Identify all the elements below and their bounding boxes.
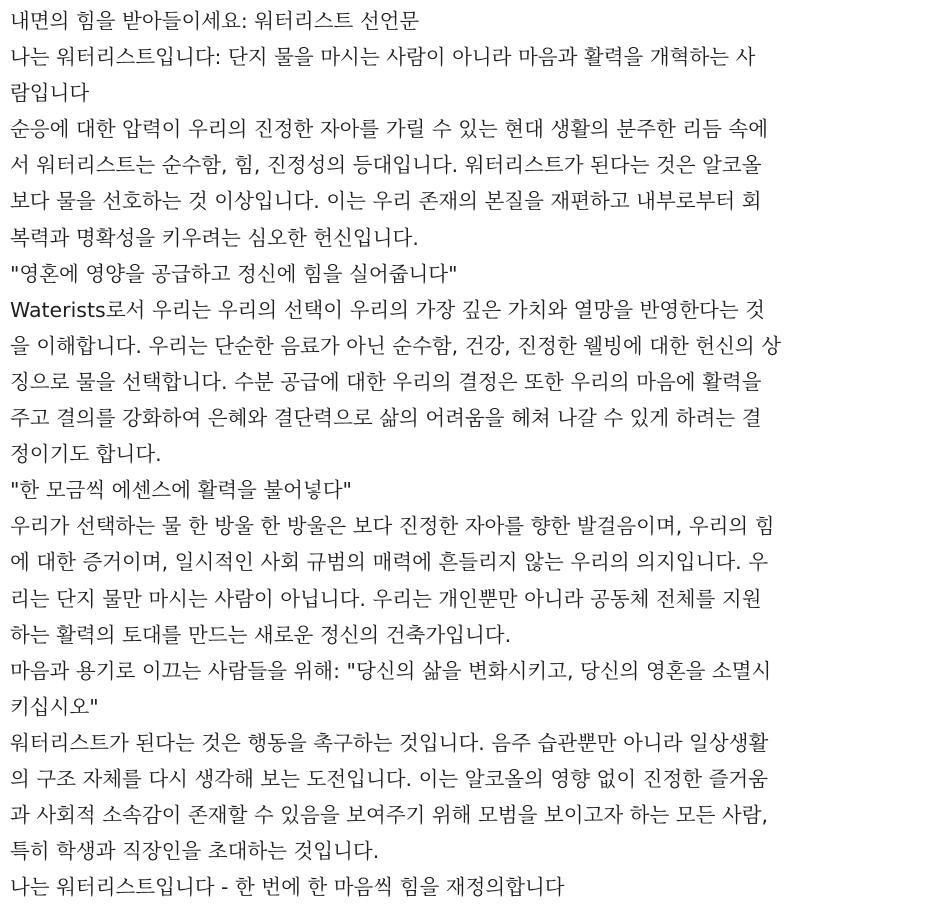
text-line: 특히 학생과 직장인을 초대하는 것입니다. <box>10 839 380 864</box>
text-line: 람입니다 <box>10 81 90 106</box>
text-line: 복력과 명확성을 키우려는 심오한 헌신입니다. <box>10 225 419 250</box>
text-line: 순응에 대한 압력이 우리의 진정한 자아를 가릴 수 있는 현대 생활의 분주한 리듬 속에 <box>10 117 769 142</box>
section-heading: "한 모금씩 에센스에 활력을 불어넣다" <box>10 478 352 503</box>
text-line: 을 이해합니다. 우리는 단순한 음료가 아닌 순수함, 건강, 진정한 웰빙에 대한 헌신의 상 <box>10 333 782 358</box>
text-line: Waterists로서 우리는 우리의 선택이 우리의 가장 깊은 가치와 열망을 반영한다는 것 <box>10 297 765 322</box>
text-line: 과 사회적 소속감이 존재할 수 있음을 보여주기 위해 모범을 보이고자 하는 모든 사람, <box>10 803 769 828</box>
text-line: 리는 단지 물만 마시는 사람이 아닙니다. 우리는 개인뿐만 아니라 공동체 전체를 지원 <box>10 586 762 611</box>
text-line: 주고 결의를 강화하여 은혜와 결단력으로 삶의 어려움을 헤쳐 나갈 수 있게 하려는 결 <box>10 406 762 431</box>
text-line: 나는 워터리스트입니다: 단지 물을 마시는 사람이 아니라 마음과 활력을 개혁하는 사 <box>10 45 756 70</box>
text-line: 에 대한 증거이며, 일시적인 사회 규범의 매력에 흔들리지 않는 우리의 의지입니다. 우 <box>10 550 769 575</box>
text-line: 정이기도 합니다. <box>10 442 162 467</box>
text-line: 징으로 물을 선택합니다. 수분 공급에 대한 우리의 결정은 또한 우리의 마음에 활력을 <box>10 369 762 394</box>
text-line: 우리가 선택하는 물 한 방울 한 방울은 보다 진정한 자아를 향한 발걸음이며, 우리의 힘 <box>10 514 775 539</box>
section-heading: "영혼에 영양을 공급하고 정신에 힘을 실어줍니다" <box>10 261 458 286</box>
closing-line: 나는 워터리스트입니다 - 한 번에 한 마음씩 힘을 재정의합니다 <box>10 875 565 900</box>
text-line: 의 구조 자체를 다시 생각해 보는 도전입니다. 이는 알코올의 영향 없이 진정한 즐거움 <box>10 766 769 791</box>
text-line: 보다 물을 선호하는 것 이상입니다. 이는 우리 존재의 본질을 재편하고 내부로부터 회 <box>10 189 762 214</box>
document-title: 내면의 힘을 받아들이세요: 워터리스트 선언문 <box>10 9 420 33</box>
text-line: 하는 활력의 토대를 만드는 새로운 정신의 건축가입니다. <box>10 622 512 647</box>
text-line: 서 워터리스트는 순수함, 힘, 진정성의 등대입니다. 워터리스트가 된다는 것은 알코올 <box>10 153 762 178</box>
text-line: 키십시오" <box>10 694 99 719</box>
section-heading: 마음과 용기로 이끄는 사람들을 위해: "당신의 삶을 변화시키고, 당신의 영혼을 소멸시 <box>10 658 772 683</box>
text-line: 워터리스트가 된다는 것은 행동을 촉구하는 것입니다. 음주 습관뿐만 아니라 일상생활 <box>10 730 769 755</box>
